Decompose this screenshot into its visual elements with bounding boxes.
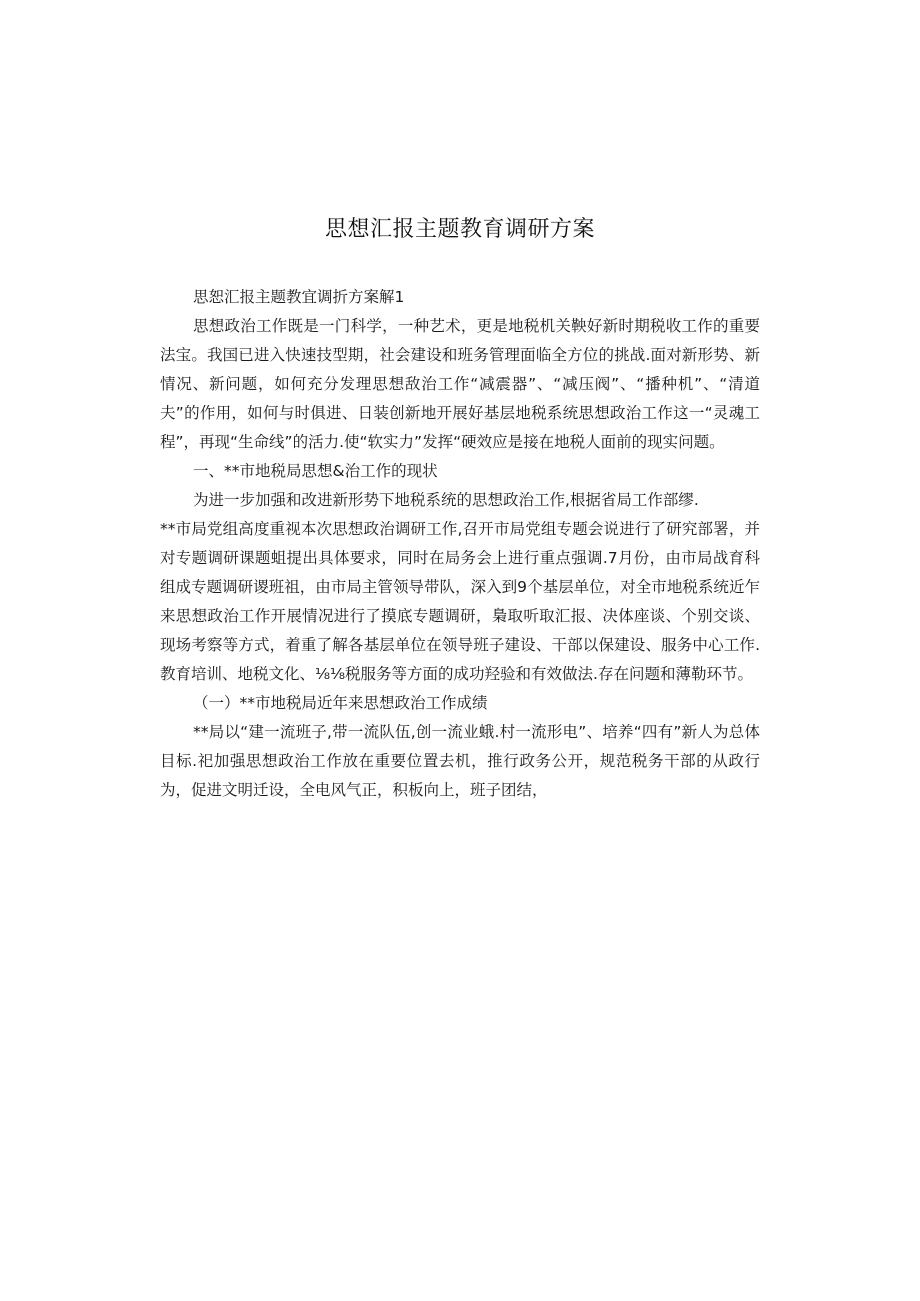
section-heading-1: 一、**市地税局思想&治工作的现状 [193,462,438,480]
document-subtitle: 思恕汇报主题教宜调折方案解1 [193,288,405,306]
subsection-heading-1: （一）**市地税局近年来思想政治工作成绩 [193,694,488,712]
paragraph-achievements: **局以“建一流班子,带一流队伍,创一流业蛾.村一流形电”、培养“四有”新人为总体目标.祀加强思想政治工作放在重要位置去机，推行政务公开，规范税务干部的从政行为，促进文明迁设，全电风气正，积板向上，班子团结， [160,723,760,799]
document-body [160,283,760,805]
document-title: 思想汇报主题教育调研方案 [324,217,595,242]
paragraph-purpose: 为进一步加强和改进新形势下地税系统的思想政治工作,根据省局工作部缪. [193,491,699,509]
paragraph-intro: 思想政治工作既是一门科学，一种艺术，更是地税机关鞅好新时期税收工作的重要法宝。我国已进入快速技型期，社会建设和班务管理面临全方位的挑战.面对新形势、新情况、新问题，如何充分发理思想敌治工作“减震器”、“减压阀”、“播种机”、“清道夫”的作用，如何与时俱进、日装创新地开展好基层地税系统思想政治工作这一“灵魂工程”，再现“生命线”的活力.使“软实力”发挥“硬效应是接在地税人面前的现实问题。 [160,317,760,451]
paragraph-research: **市局党组高度重视本次思想政治调研工作,召开市局党组专题会说进行了研究部署，并对专题调研课题蛆提出具体要求，同时在局务会上进行重点强调.7月份，由市局战育科组成专题调研谡班祖，由市局主管领导带队，深入到9个基层单位，对全市地税系统近乍来思想政治工作开展情况进行了摸底专题调研，梟取听取汇报、决体座谈、个别交谈、现场考察等方式，着重了解各基层单位在领导班子建设、干部以保建设、服务中心工作.教育培训、地税文化、⅛⅛税服务等方面的成功羟验和有效做法.存在问题和薄勒环节。 [160,520,760,683]
